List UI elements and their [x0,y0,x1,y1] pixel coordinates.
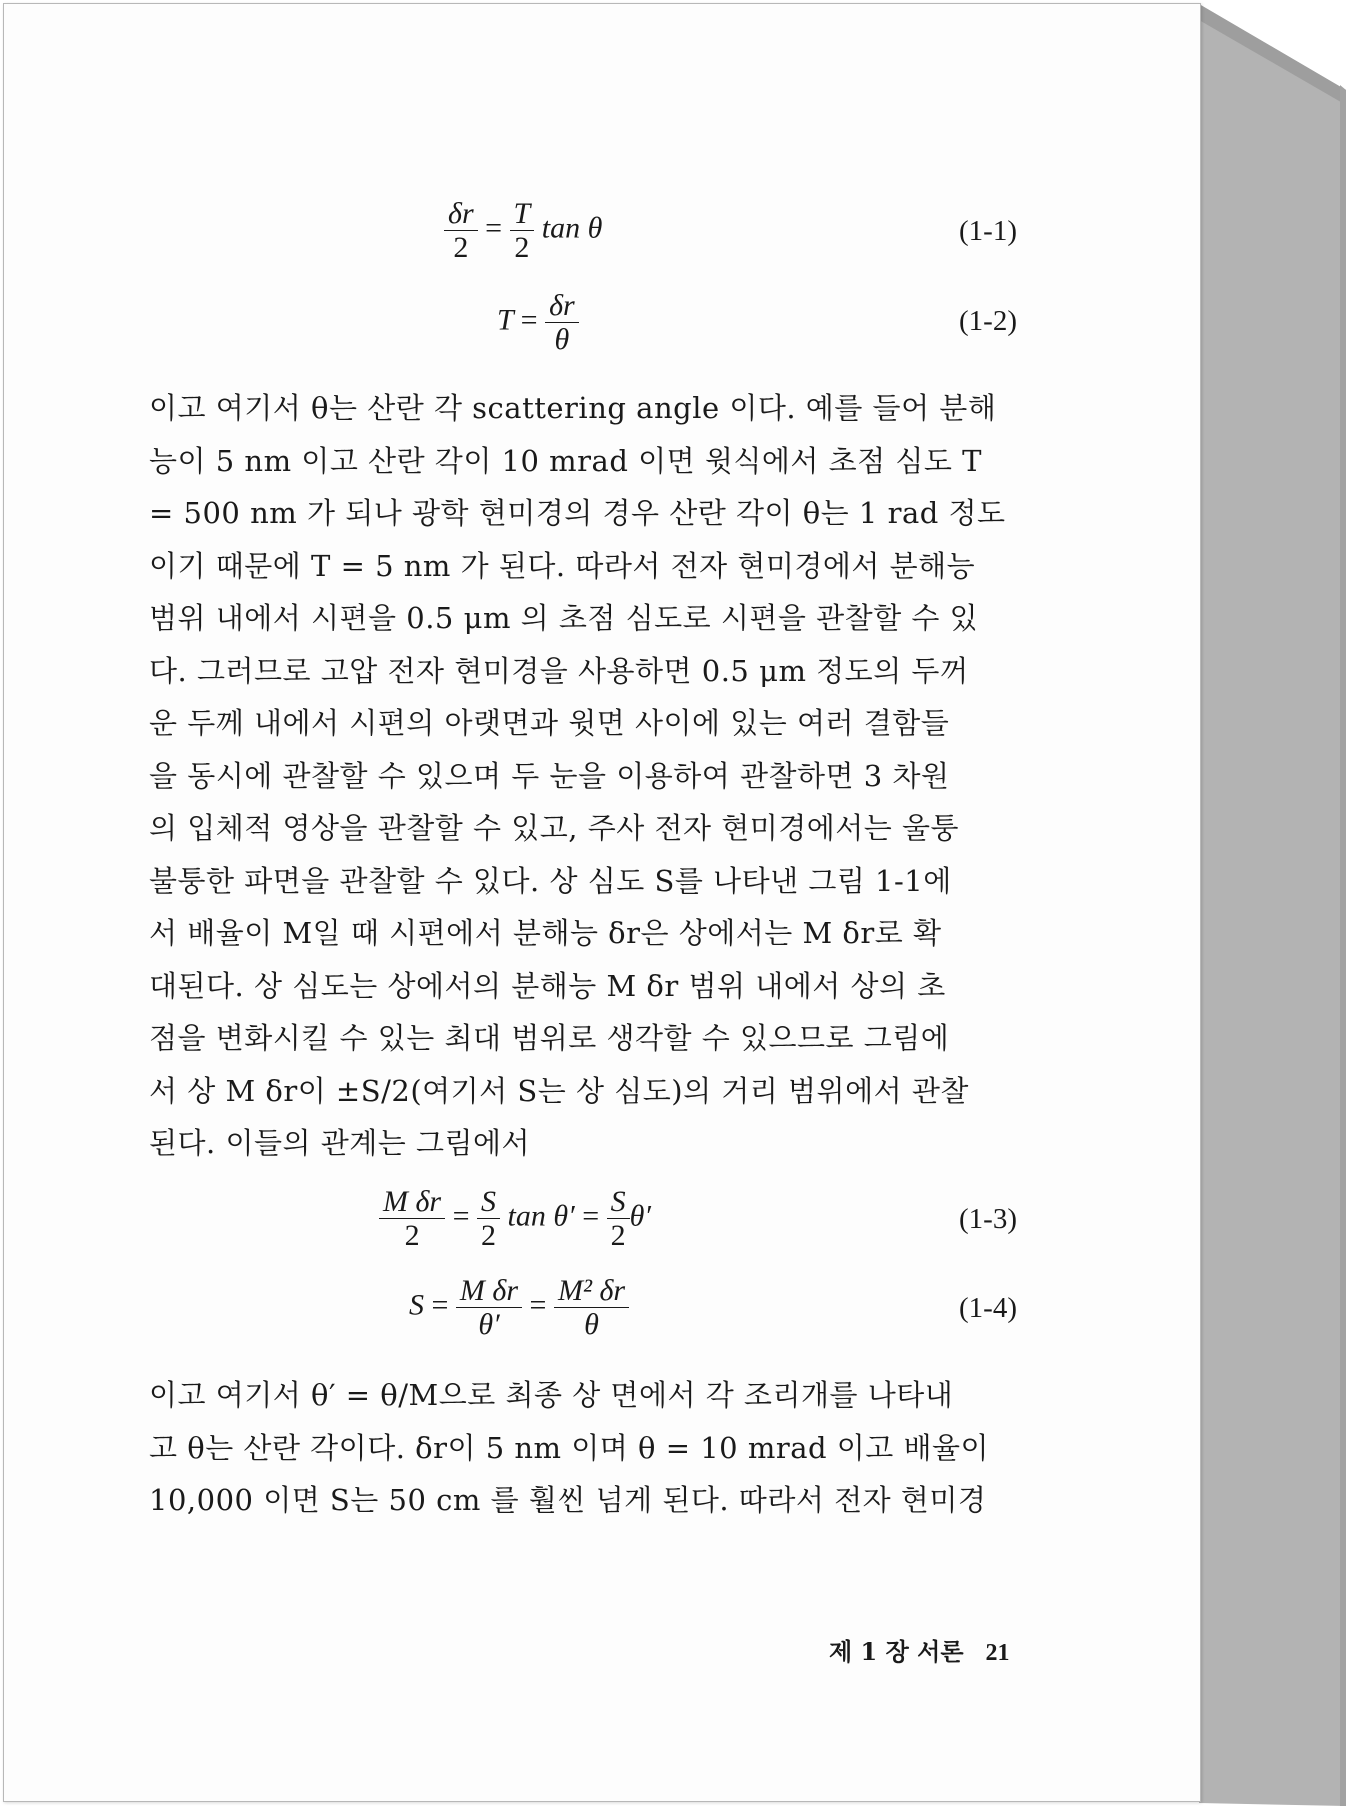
text-line: 다. 그러므로 고압 전자 현미경을 사용하면 0.5 μm 정도의 두꺼 [149,653,969,688]
equation-number: (1-2) [959,305,1017,337]
text-line: 대된다. 상 심도는 상에서의 분해능 M δr 범위 내에서 상의 초 [149,968,946,1003]
text-line: 고 θ는 산란 각이다. δr이 5 nm 이며 θ = 10 mrad 이고 배율이 [149,1430,990,1465]
text-line: 의 입체적 영상을 관찰할 수 있고, 주사 전자 현미경에서는 울퉁 [149,811,960,845]
page-number: 21 [985,1640,1010,1666]
chapter-label: 제 1 장 서론 [829,1637,964,1666]
text-line: 이기 때문에 T = 5 nm 가 된다. 따라서 전자 현미경에서 분해능 [149,548,976,583]
text-line: 된다. 이들의 관계는 그림에서 [149,1126,531,1160]
equation-number: (1-4) [959,1292,1017,1324]
text-line: 범위 내에서 시편을 0.5 μm 의 초점 심도로 시편을 관찰할 수 있 [149,601,979,635]
equation-number: (1-1) [959,215,1017,247]
page-footer [829,1632,1010,1667]
text-line: 10,000 이면 S는 50 cm 를 훨씬 넘게 된다. 따라서 전자 현미경 [149,1483,987,1517]
text-line: 을 동시에 관찰할 수 있으며 두 눈을 이용하여 관찰하면 3 차원 [149,758,950,793]
text-line: = 500 nm 가 되나 광학 현미경의 경우 산란 각이 θ는 1 rad 정도 [149,496,1006,530]
text-line: 운 두께 내에서 시편의 아랫면과 윗면 사이에 있는 여러 결함들 [149,706,950,740]
text-line: 점을 변화시킬 수 있는 최대 범위로 생각할 수 있으므로 그림에 [149,1021,950,1055]
equation-number: (1-3) [959,1203,1017,1235]
paragraph-2 [149,1369,1034,1527]
text-line: 능이 5 nm 이고 산란 각이 10 mrad 이면 윗식에서 초점 심도 T [149,443,982,478]
text-line: 불퉁한 파면을 관찰할 수 있다. 상 심도 S를 나타낸 그림 1-1에 [149,863,952,898]
text-line: 이고 여기서 θ′ = θ/M으로 최종 상 면에서 각 조리개를 나타내 [149,1378,954,1412]
text-line: 서 배율이 M일 때 시편에서 분해능 δr은 상에서는 M δr로 확 [149,916,942,950]
document-page: $\frac{\delta r}{2}$ = $\frac{T}{2}$ tan θ (1-1) T = $\frac{\delta r}{\theta}$ (1-2) 이고 여기서 θ는 산란 각 scattering angle 이다. 예를 들어 분해 능이 5 nm 이고 산란 각이 10 mrad 이면 윗식에서 초점 심도 T = 500 nm 가 되나 광학 현미경의 경우 산란 각이 θ는 1 rad 정도 이기 때문에 T = 5 nm 가 된다. 따라서 전자 현미경에서 분해능 범위 내에서 시편을 0.5 μm 의 초점 심도로 시편을 관찰할 수 있 다. 그러므로 고압 전자 현미경을 사용하면 0.5 μm 정도의 두꺼 운 두께 내에서 시편의 아랫면과 윗면 사이에 있는 여러 결함들 을 동시에 관찰할 수 있으며 두 눈을 이용하여 관찰하면 3 차원 의 입체적 영상을 관찰할 수 있고, 주사 전자 현미경에서는 울퉁 불퉁한 파면을 관찰할 수 있다. 상 심도 S를 나타낸 그림 1-1에 서 배율이 M일 때 시편에서 분해능 δr은 상에서는 M δr로 확 대된다. 상 심도는 상에서의 분해능 M δr 범위 내에서 상의 초 점을 변화시킬 수 있는 최대 범위로 생각할 수 있으므로 그림에 서 상 M δr이 ±S/2(여기서 S는 상 심도)의 거리 범위에서 관찰 된다. 이들의 관계는 그림에서 $\frac{\text{M δr}}{2}$ = $\frac{S}{2}$ tan θ′ = $\frac{S}{2}$ θ′ (1-3) S = $\frac{\text{M δr}}{\theta'}$ = $\frac{\text{M² δr}}{\theta}$ (1-4) 이고 여기서 θ′ = θ/M으로 최종 상 면에서 각 조리개를 나타내 고 θ는 산란 각이다. δr이 5 nm 이며 θ = 10 mrad 이고 배율이 10,000 이면 S는 50 cm 를 훨씬 넘게 된다. 따라서 전자 현미경 제 1 장 서론 21 [3,3,1201,1802]
text-line: 서 상 M δr이 ±S/2(여기서 S는 상 심도)의 거리 범위에서 관찰 [149,1073,969,1108]
paragraph-1 [149,382,1034,1170]
text-line: 이고 여기서 θ는 산란 각 scattering angle 이다. 예를 들어 분해 [149,391,997,425]
